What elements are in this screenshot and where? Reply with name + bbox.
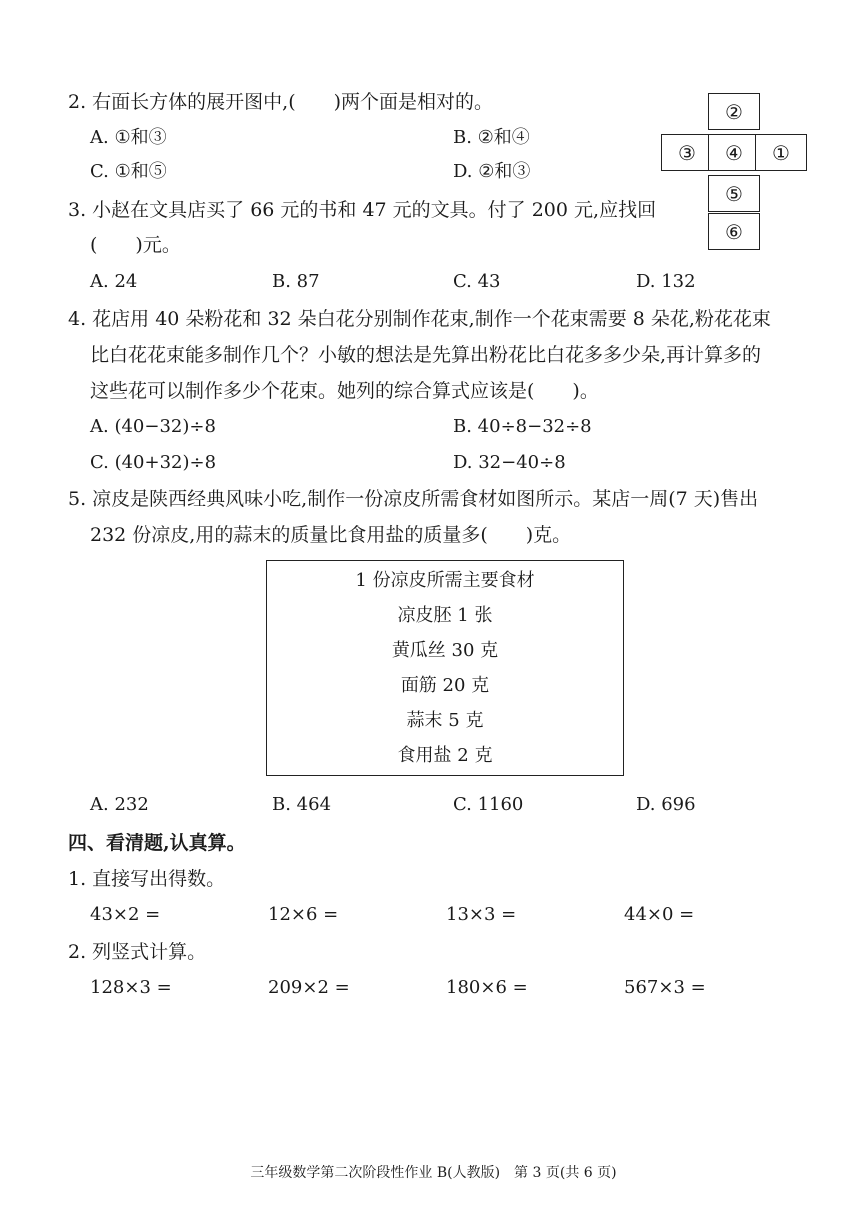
q4-option-b: B. 40÷8−32÷8 [453, 416, 592, 437]
q2-text: 2. 右面长方体的展开图中,( )两个面是相对的。 [68, 91, 494, 113]
section4-heading: 四、看清题,认真算。 [68, 832, 246, 854]
q2-option-d: D. ②和③ [453, 161, 531, 182]
calc-item: 13×3 = [446, 904, 517, 925]
q3-option-c: C. 43 [453, 271, 501, 292]
ingredients-title: 1 份凉皮所需主要食材 [355, 570, 535, 591]
q5-option-c: C. 1160 [453, 794, 524, 815]
q3-option-d: D. 132 [636, 271, 696, 292]
vertical-calc-item: 180×6 = [446, 977, 528, 998]
vertical-calc-item: 567×3 = [624, 977, 706, 998]
net-face-left: ③ [661, 134, 713, 171]
q4-option-c: C. (40+32)÷8 [90, 452, 217, 473]
ingredient-item: 食用盐 2 克 [397, 745, 493, 766]
ingredient-item: 蒜末 5 克 [406, 710, 484, 731]
net-face-right: ① [755, 134, 807, 171]
q4-line3: 这些花可以制作多少个花束。她列的综合算式应该是( )。 [90, 380, 599, 402]
calc-item: 12×6 = [268, 904, 339, 925]
ingredient-item: 面筋 20 克 [400, 675, 490, 696]
q5-option-b: B. 464 [272, 794, 332, 815]
net-face-center: ④ [708, 134, 760, 171]
net-face-below2: ⑥ [708, 213, 760, 250]
q3-option-a: A. 24 [90, 271, 138, 292]
calc-item: 43×2 = [90, 904, 161, 925]
q2-option-a: A. ①和③ [90, 127, 167, 148]
net-face-below1: ⑤ [708, 175, 760, 212]
q2-option-c: C. ①和⑤ [90, 161, 167, 182]
q4-line1: 4. 花店用 40 朵粉花和 32 朵白花分别制作花束,制作一个花束需要 8 朵花,粉花花束 [68, 308, 771, 330]
page-footer: 三年级数学第二次阶段性作业 B(人教版) 第 3 页(共 6 页) [250, 1165, 617, 1181]
q3-line1: 3. 小赵在文具店买了 66 元的书和 47 元的文具。付了 200 元,应找回 [68, 199, 657, 221]
net-face-top: ② [708, 93, 760, 130]
q5-option-a: A. 232 [90, 794, 149, 815]
vertical-calc-item: 128×3 = [90, 977, 172, 998]
section4-part2-title: 2. 列竖式计算。 [68, 941, 207, 963]
q2-option-b: B. ②和④ [453, 127, 530, 148]
section4-part1-title: 1. 直接写出得数。 [68, 868, 226, 890]
q3-option-b: B. 87 [272, 271, 320, 292]
vertical-calc-item: 209×2 = [268, 977, 350, 998]
ingredients-box [266, 560, 624, 776]
q4-option-a: A. (40−32)÷8 [90, 416, 216, 437]
q4-line2: 比白花花束能多制作几个？小敏的想法是先算出粉花比白花多多少朵,再计算多的 [90, 344, 762, 366]
ingredient-item: 凉皮胚 1 张 [397, 605, 493, 626]
ingredient-item: 黄瓜丝 30 克 [391, 640, 499, 661]
q4-option-d: D. 32−40÷8 [453, 452, 566, 473]
calc-item: 44×0 = [624, 904, 695, 925]
q3-line2: ( )元。 [90, 234, 181, 256]
q5-option-d: D. 696 [636, 794, 696, 815]
q5-line2: 232 份凉皮,用的蒜末的质量比食用盐的质量多( )克。 [90, 524, 572, 546]
q5-line1: 5. 凉皮是陕西经典风味小吃,制作一份凉皮所需食材如图所示。某店一周(7 天)售出 [68, 488, 759, 510]
